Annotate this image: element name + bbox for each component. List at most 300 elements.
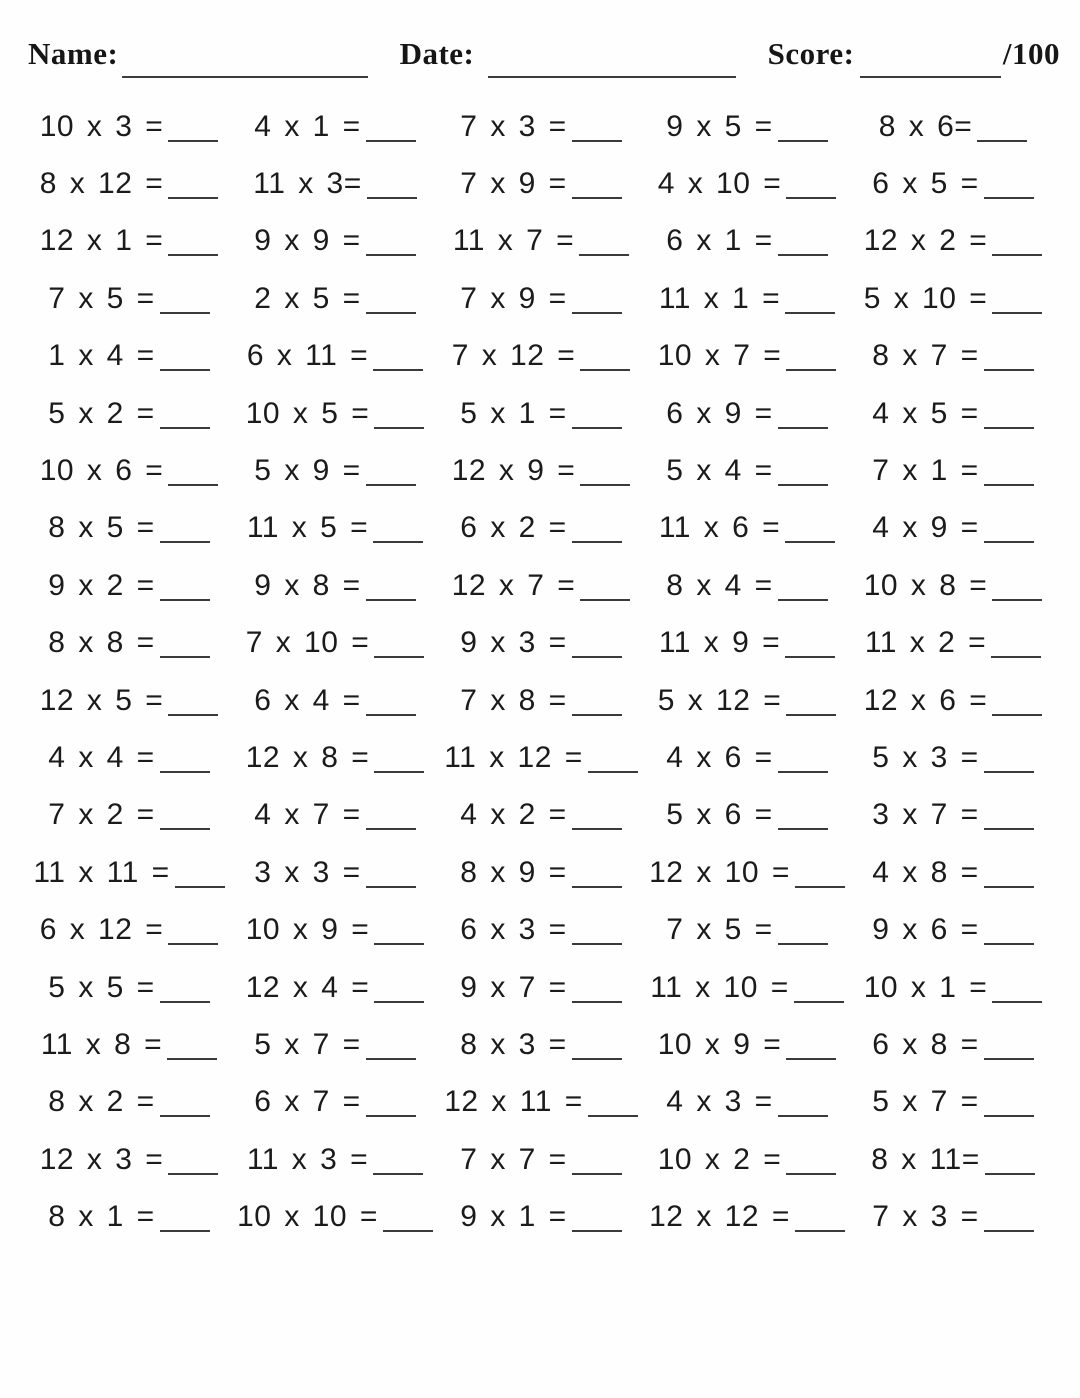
answer-blank[interactable] xyxy=(984,482,1034,486)
answer-blank[interactable] xyxy=(580,482,630,486)
answer-blank[interactable] xyxy=(991,654,1041,658)
problem-cell xyxy=(644,500,850,557)
problem-text: 9 x 3 = xyxy=(460,626,567,660)
answer-blank[interactable] xyxy=(786,712,836,716)
problem-cell xyxy=(644,385,850,442)
problem-cell xyxy=(438,844,644,901)
problem-text: 5 x 5 = xyxy=(48,970,155,1004)
answer-blank[interactable] xyxy=(366,482,416,486)
problem-cell xyxy=(26,901,232,958)
answer-blank[interactable] xyxy=(160,999,210,1003)
problem-cell xyxy=(644,557,850,614)
problem-text: 6 x 2 = xyxy=(460,511,567,545)
worksheet-header xyxy=(0,0,1080,72)
answer-blank[interactable] xyxy=(160,654,210,658)
problem-text: 7 x 5 = xyxy=(666,913,773,947)
problem-cell xyxy=(232,1131,438,1188)
answer-blank[interactable] xyxy=(374,999,424,1003)
problem-text: 11 x 11 = xyxy=(33,855,170,889)
problem-text: 9 x 5 = xyxy=(666,109,773,143)
problem-text: 7 x 2 = xyxy=(48,798,155,832)
answer-blank[interactable] xyxy=(175,884,225,888)
problem-cell xyxy=(850,98,1056,155)
answer-blank[interactable] xyxy=(580,367,630,371)
problem-cell xyxy=(850,1188,1056,1245)
answer-blank[interactable] xyxy=(786,195,836,199)
problem-text: 5 x 6 = xyxy=(666,798,773,832)
answer-blank[interactable] xyxy=(572,310,622,314)
answer-blank[interactable] xyxy=(168,138,218,142)
problem-text: 4 x 10 = xyxy=(657,167,782,201)
problem-text: 11 x 6 = xyxy=(658,511,781,545)
answer-blank[interactable] xyxy=(984,769,1034,773)
answer-blank[interactable] xyxy=(984,539,1034,543)
problem-text: 3 x 3 = xyxy=(254,855,361,889)
problem-cell xyxy=(232,1016,438,1073)
problem-text: 9 x 1 = xyxy=(460,1200,567,1234)
problem-text: 5 x 1 = xyxy=(460,396,567,430)
answer-blank[interactable] xyxy=(373,539,423,543)
answer-blank[interactable] xyxy=(580,597,630,601)
problem-text: 4 x 1 = xyxy=(254,109,361,143)
problem-text: 8 x 4 = xyxy=(666,568,773,602)
problem-cell xyxy=(644,1188,850,1245)
problem-cell xyxy=(644,213,850,270)
answer-blank[interactable] xyxy=(572,1228,622,1232)
answer-blank[interactable] xyxy=(160,769,210,773)
problem-cell xyxy=(26,729,232,786)
answer-blank[interactable] xyxy=(984,1228,1034,1232)
answer-blank[interactable] xyxy=(984,884,1034,888)
problem-cell xyxy=(232,155,438,212)
problem-text: 10 x 10 = xyxy=(237,1200,378,1234)
problem-text: 3 x 7 = xyxy=(872,798,979,832)
problem-cell xyxy=(438,98,644,155)
problem-text: 7 x 9 = xyxy=(460,281,567,315)
problem-text: 10 x 6 = xyxy=(39,454,164,488)
answer-blank[interactable] xyxy=(984,941,1034,945)
problem-cell xyxy=(232,270,438,327)
answer-blank[interactable] xyxy=(785,654,835,658)
problem-cell xyxy=(644,442,850,499)
answer-blank[interactable] xyxy=(572,1171,622,1175)
answer-blank[interactable] xyxy=(167,1056,217,1060)
problem-cell xyxy=(232,328,438,385)
problem-text: 7 x 10 = xyxy=(245,626,370,660)
problem-cell xyxy=(438,213,644,270)
problem-text: 9 x 7 = xyxy=(460,970,567,1004)
problem-cell xyxy=(850,500,1056,557)
answer-blank[interactable] xyxy=(984,826,1034,830)
problem-cell xyxy=(438,385,644,442)
problem-cell xyxy=(644,615,850,672)
answer-blank[interactable] xyxy=(778,138,828,142)
problem-cell xyxy=(438,442,644,499)
problem-text: 8 x 8 = xyxy=(48,626,155,660)
answer-blank[interactable] xyxy=(366,310,416,314)
problem-cell xyxy=(232,98,438,155)
answer-blank[interactable] xyxy=(366,884,416,888)
problem-text: 7 x 7 = xyxy=(460,1142,567,1176)
answer-blank[interactable] xyxy=(977,138,1027,142)
problem-cell xyxy=(644,672,850,729)
problem-text: 11 x 5 = xyxy=(246,511,369,545)
problem-text: 4 x 2 = xyxy=(460,798,567,832)
problem-text: 10 x 8 = xyxy=(863,568,988,602)
problem-text: 5 x 12 = xyxy=(657,683,782,717)
problem-text: 6 x 4 = xyxy=(254,683,361,717)
problem-text: 4 x 7 = xyxy=(254,798,361,832)
problem-cell xyxy=(26,442,232,499)
answer-blank[interactable] xyxy=(794,999,844,1003)
problem-text: 11 x 1 = xyxy=(658,281,781,315)
answer-blank[interactable] xyxy=(572,654,622,658)
name-blank-line[interactable] xyxy=(122,44,367,78)
answer-blank[interactable] xyxy=(374,425,424,429)
problem-cell xyxy=(850,385,1056,442)
problem-text: 9 x 6 = xyxy=(872,913,979,947)
problem-cell xyxy=(26,1074,232,1131)
problem-text: 12 x 1 = xyxy=(39,224,164,258)
problem-text: 7 x 1 = xyxy=(872,454,979,488)
answer-blank[interactable] xyxy=(984,1056,1034,1060)
problem-text: 10 x 3 = xyxy=(39,109,164,143)
problem-cell xyxy=(232,385,438,442)
answer-blank[interactable] xyxy=(572,826,622,830)
answer-blank[interactable] xyxy=(572,195,622,199)
problem-text: 11 x 9 = xyxy=(658,626,781,660)
problem-cell xyxy=(850,615,1056,672)
answer-blank[interactable] xyxy=(992,999,1042,1003)
problem-text: 12 x 3 = xyxy=(39,1142,164,1176)
problem-cell xyxy=(644,328,850,385)
answer-blank[interactable] xyxy=(778,252,828,256)
problem-cell xyxy=(644,1131,850,1188)
problem-text: 8 x 9 = xyxy=(460,855,567,889)
answer-blank[interactable] xyxy=(985,1171,1035,1175)
problem-cell xyxy=(438,787,644,844)
problem-text: 8 x 12 = xyxy=(39,167,164,201)
answer-blank[interactable] xyxy=(588,769,638,773)
answer-blank[interactable] xyxy=(160,367,210,371)
problem-cell xyxy=(232,442,438,499)
problem-cell xyxy=(438,615,644,672)
problem-text: 12 x 8 = xyxy=(245,740,370,774)
problem-text: 7 x 3 = xyxy=(460,109,567,143)
problem-cell xyxy=(26,155,232,212)
problem-text: 4 x 8 = xyxy=(872,855,979,889)
problem-cell xyxy=(850,270,1056,327)
answer-blank[interactable] xyxy=(373,367,423,371)
problem-cell xyxy=(438,1188,644,1245)
problem-cell xyxy=(26,1188,232,1245)
answer-blank[interactable] xyxy=(572,941,622,945)
answer-blank[interactable] xyxy=(572,884,622,888)
answer-blank[interactable] xyxy=(160,1113,210,1117)
problem-cell xyxy=(438,155,644,212)
problem-cell xyxy=(850,1074,1056,1131)
problem-cell xyxy=(232,729,438,786)
problem-cell xyxy=(232,213,438,270)
answer-blank[interactable] xyxy=(572,539,622,543)
problem-text: 9 x 8 = xyxy=(254,568,361,602)
problem-text: 7 x 9 = xyxy=(460,167,567,201)
answer-blank[interactable] xyxy=(572,138,622,142)
problem-text: 12 x 6 = xyxy=(863,683,988,717)
answer-blank[interactable] xyxy=(168,482,218,486)
problem-cell xyxy=(232,1188,438,1245)
problem-text: 8 x 2 = xyxy=(48,1085,155,1119)
problem-cell xyxy=(26,787,232,844)
problem-text: 11 x 2 = xyxy=(864,626,987,660)
problem-text: 10 x 2 = xyxy=(657,1142,782,1176)
problem-text: 11 x 12 = xyxy=(444,740,583,774)
problem-text: 5 x 9 = xyxy=(254,454,361,488)
problem-text: 1 x 4 = xyxy=(48,339,155,373)
problem-cell xyxy=(850,155,1056,212)
problem-cell xyxy=(26,672,232,729)
answer-blank[interactable] xyxy=(160,539,210,543)
problem-cell xyxy=(232,787,438,844)
problem-cell xyxy=(850,442,1056,499)
problem-cell xyxy=(644,155,850,212)
problem-text: 11 x 8 = xyxy=(40,1027,163,1061)
problem-text: 12 x 7 = xyxy=(451,568,576,602)
answer-blank[interactable] xyxy=(992,597,1042,601)
problems-grid xyxy=(26,98,1056,1246)
problem-text: 10 x 5 = xyxy=(245,396,370,430)
problem-cell xyxy=(850,213,1056,270)
problem-text: 11 x 10 = xyxy=(650,970,789,1004)
answer-blank[interactable] xyxy=(160,310,210,314)
problem-cell xyxy=(26,98,232,155)
answer-blank[interactable] xyxy=(984,425,1034,429)
answer-blank[interactable] xyxy=(984,195,1034,199)
answer-blank[interactable] xyxy=(778,482,828,486)
problem-cell xyxy=(26,1016,232,1073)
answer-blank[interactable] xyxy=(984,367,1034,371)
answer-blank[interactable] xyxy=(785,310,835,314)
answer-blank[interactable] xyxy=(366,826,416,830)
problem-cell xyxy=(644,787,850,844)
problem-text: 12 x 2 = xyxy=(863,224,988,258)
problem-cell xyxy=(232,901,438,958)
answer-blank[interactable] xyxy=(168,252,218,256)
problem-cell xyxy=(850,787,1056,844)
answer-blank[interactable] xyxy=(778,425,828,429)
problem-text: 8 x 1 = xyxy=(48,1200,155,1234)
problem-cell xyxy=(26,557,232,614)
problem-cell xyxy=(26,844,232,901)
problem-text: 8 x 7 = xyxy=(872,339,979,373)
problem-text: 6 x 5 = xyxy=(872,167,979,201)
problem-cell xyxy=(438,1074,644,1131)
problem-cell xyxy=(644,959,850,1016)
problem-text: 6 x 9 = xyxy=(666,396,773,430)
problem-cell xyxy=(644,1074,850,1131)
answer-blank[interactable] xyxy=(579,252,629,256)
problem-text: 4 x 3 = xyxy=(666,1085,773,1119)
problem-cell xyxy=(26,1131,232,1188)
problem-text: 6 x 7 = xyxy=(254,1085,361,1119)
problem-cell xyxy=(232,615,438,672)
problem-cell xyxy=(438,557,644,614)
problem-cell xyxy=(644,901,850,958)
answer-blank[interactable] xyxy=(374,941,424,945)
problem-cell xyxy=(26,500,232,557)
problem-cell xyxy=(26,270,232,327)
answer-blank[interactable] xyxy=(366,1113,416,1117)
answer-blank[interactable] xyxy=(795,884,845,888)
answer-blank[interactable] xyxy=(778,826,828,830)
problem-text: 12 x 9 = xyxy=(451,454,576,488)
answer-blank[interactable] xyxy=(160,425,210,429)
problem-text: 12 x 10 = xyxy=(649,855,790,889)
problem-cell xyxy=(850,672,1056,729)
problem-cell xyxy=(438,1016,644,1073)
problem-text: 5 x 2 = xyxy=(48,396,155,430)
date-label: Date: xyxy=(399,36,475,71)
problem-text: 5 x 3 = xyxy=(872,740,979,774)
problem-cell xyxy=(26,385,232,442)
problem-cell xyxy=(26,959,232,1016)
problem-cell xyxy=(850,557,1056,614)
answer-blank[interactable] xyxy=(160,597,210,601)
answer-blank[interactable] xyxy=(366,138,416,142)
problem-text: 2 x 5 = xyxy=(254,281,361,315)
answer-blank[interactable] xyxy=(786,367,836,371)
answer-blank[interactable] xyxy=(160,826,210,830)
answer-blank[interactable] xyxy=(366,1056,416,1060)
answer-blank[interactable] xyxy=(992,310,1042,314)
answer-blank[interactable] xyxy=(992,712,1042,716)
problem-text: 11 x 7 = xyxy=(452,224,575,258)
problem-cell xyxy=(438,672,644,729)
problem-text: 8 x 3 = xyxy=(460,1027,567,1061)
problem-cell xyxy=(438,729,644,786)
name-label: Name: xyxy=(28,36,119,71)
problem-text: 4 x 9 = xyxy=(872,511,979,545)
problem-cell xyxy=(644,729,850,786)
problem-text: 9 x 2 = xyxy=(48,568,155,602)
problem-text: 6 x 1 = xyxy=(666,224,773,258)
problem-cell xyxy=(232,500,438,557)
problem-cell xyxy=(850,901,1056,958)
problem-text: 7 x 5 = xyxy=(48,281,155,315)
answer-blank[interactable] xyxy=(366,712,416,716)
answer-blank[interactable] xyxy=(366,252,416,256)
problem-text: 12 x 4 = xyxy=(245,970,370,1004)
problem-text: 5 x 4 = xyxy=(666,454,773,488)
problem-text: 5 x 7 = xyxy=(254,1027,361,1061)
problem-cell xyxy=(26,615,232,672)
answer-blank[interactable] xyxy=(778,941,828,945)
problem-text: 6 x 11 = xyxy=(246,339,369,373)
problem-cell xyxy=(232,844,438,901)
answer-blank[interactable] xyxy=(572,1056,622,1060)
score-label: Score: xyxy=(767,36,855,71)
problem-text: 11 x 3 = xyxy=(246,1142,369,1176)
problem-cell xyxy=(850,844,1056,901)
problem-cell xyxy=(232,959,438,1016)
problem-text: 8 x 6= xyxy=(878,109,973,143)
answer-blank[interactable] xyxy=(572,712,622,716)
problem-text: 12 x 12 = xyxy=(649,1200,790,1234)
problem-text: 10 x 9 = xyxy=(657,1027,782,1061)
problem-text: 10 x 1 = xyxy=(863,970,988,1004)
problem-cell xyxy=(438,500,644,557)
problem-text: 4 x 6 = xyxy=(666,740,773,774)
answer-blank[interactable] xyxy=(383,1228,433,1232)
problem-text: 5 x 7 = xyxy=(872,1085,979,1119)
problem-text: 12 x 11 = xyxy=(444,1085,583,1119)
answer-blank[interactable] xyxy=(374,654,424,658)
problem-cell xyxy=(26,328,232,385)
answer-blank[interactable] xyxy=(373,1171,423,1175)
answer-blank[interactable] xyxy=(785,539,835,543)
problem-cell xyxy=(438,328,644,385)
answer-blank[interactable] xyxy=(992,252,1042,256)
problem-text: 9 x 9 = xyxy=(254,224,361,258)
problem-text: 4 x 5 = xyxy=(872,396,979,430)
answer-blank[interactable] xyxy=(168,941,218,945)
answer-blank[interactable] xyxy=(168,1171,218,1175)
problem-text: 10 x 9 = xyxy=(245,913,370,947)
problem-cell xyxy=(438,959,644,1016)
problem-cell xyxy=(438,1131,644,1188)
problem-text: 7 x 3 = xyxy=(872,1200,979,1234)
problem-text: 5 x 10 = xyxy=(863,281,988,315)
problem-cell xyxy=(26,213,232,270)
answer-blank[interactable] xyxy=(984,1113,1034,1117)
problem-text: 8 x 11= xyxy=(871,1142,980,1176)
problem-text: 7 x 12 = xyxy=(451,339,576,373)
answer-blank[interactable] xyxy=(572,425,622,429)
answer-blank[interactable] xyxy=(168,712,218,716)
problem-cell xyxy=(232,672,438,729)
problem-text: 10 x 7 = xyxy=(657,339,782,373)
answer-blank[interactable] xyxy=(366,597,416,601)
problem-cell xyxy=(232,557,438,614)
answer-blank[interactable] xyxy=(795,1228,845,1232)
problem-text: 4 x 4 = xyxy=(48,740,155,774)
problem-cell xyxy=(850,328,1056,385)
problem-cell xyxy=(644,844,850,901)
answer-blank[interactable] xyxy=(168,195,218,199)
score-denominator: /100 xyxy=(1002,36,1060,71)
problem-text: 6 x 8 = xyxy=(872,1027,979,1061)
score-blank-line[interactable] xyxy=(860,44,1000,78)
answer-blank[interactable] xyxy=(778,1113,828,1117)
answer-blank[interactable] xyxy=(160,1228,210,1232)
answer-blank[interactable] xyxy=(786,1056,836,1060)
problem-text: 7 x 8 = xyxy=(460,683,567,717)
problem-cell xyxy=(438,901,644,958)
problem-text: 6 x 12 = xyxy=(39,913,164,947)
date-blank-line[interactable] xyxy=(488,44,735,78)
problem-cell xyxy=(850,1016,1056,1073)
answer-blank[interactable] xyxy=(367,195,417,199)
problem-cell xyxy=(232,1074,438,1131)
answer-blank[interactable] xyxy=(374,769,424,773)
problem-text: 8 x 5 = xyxy=(48,511,155,545)
answer-blank[interactable] xyxy=(778,597,828,601)
answer-blank[interactable] xyxy=(572,999,622,1003)
answer-blank[interactable] xyxy=(786,1171,836,1175)
problem-cell xyxy=(850,959,1056,1016)
answer-blank[interactable] xyxy=(778,769,828,773)
answer-blank[interactable] xyxy=(588,1113,638,1117)
